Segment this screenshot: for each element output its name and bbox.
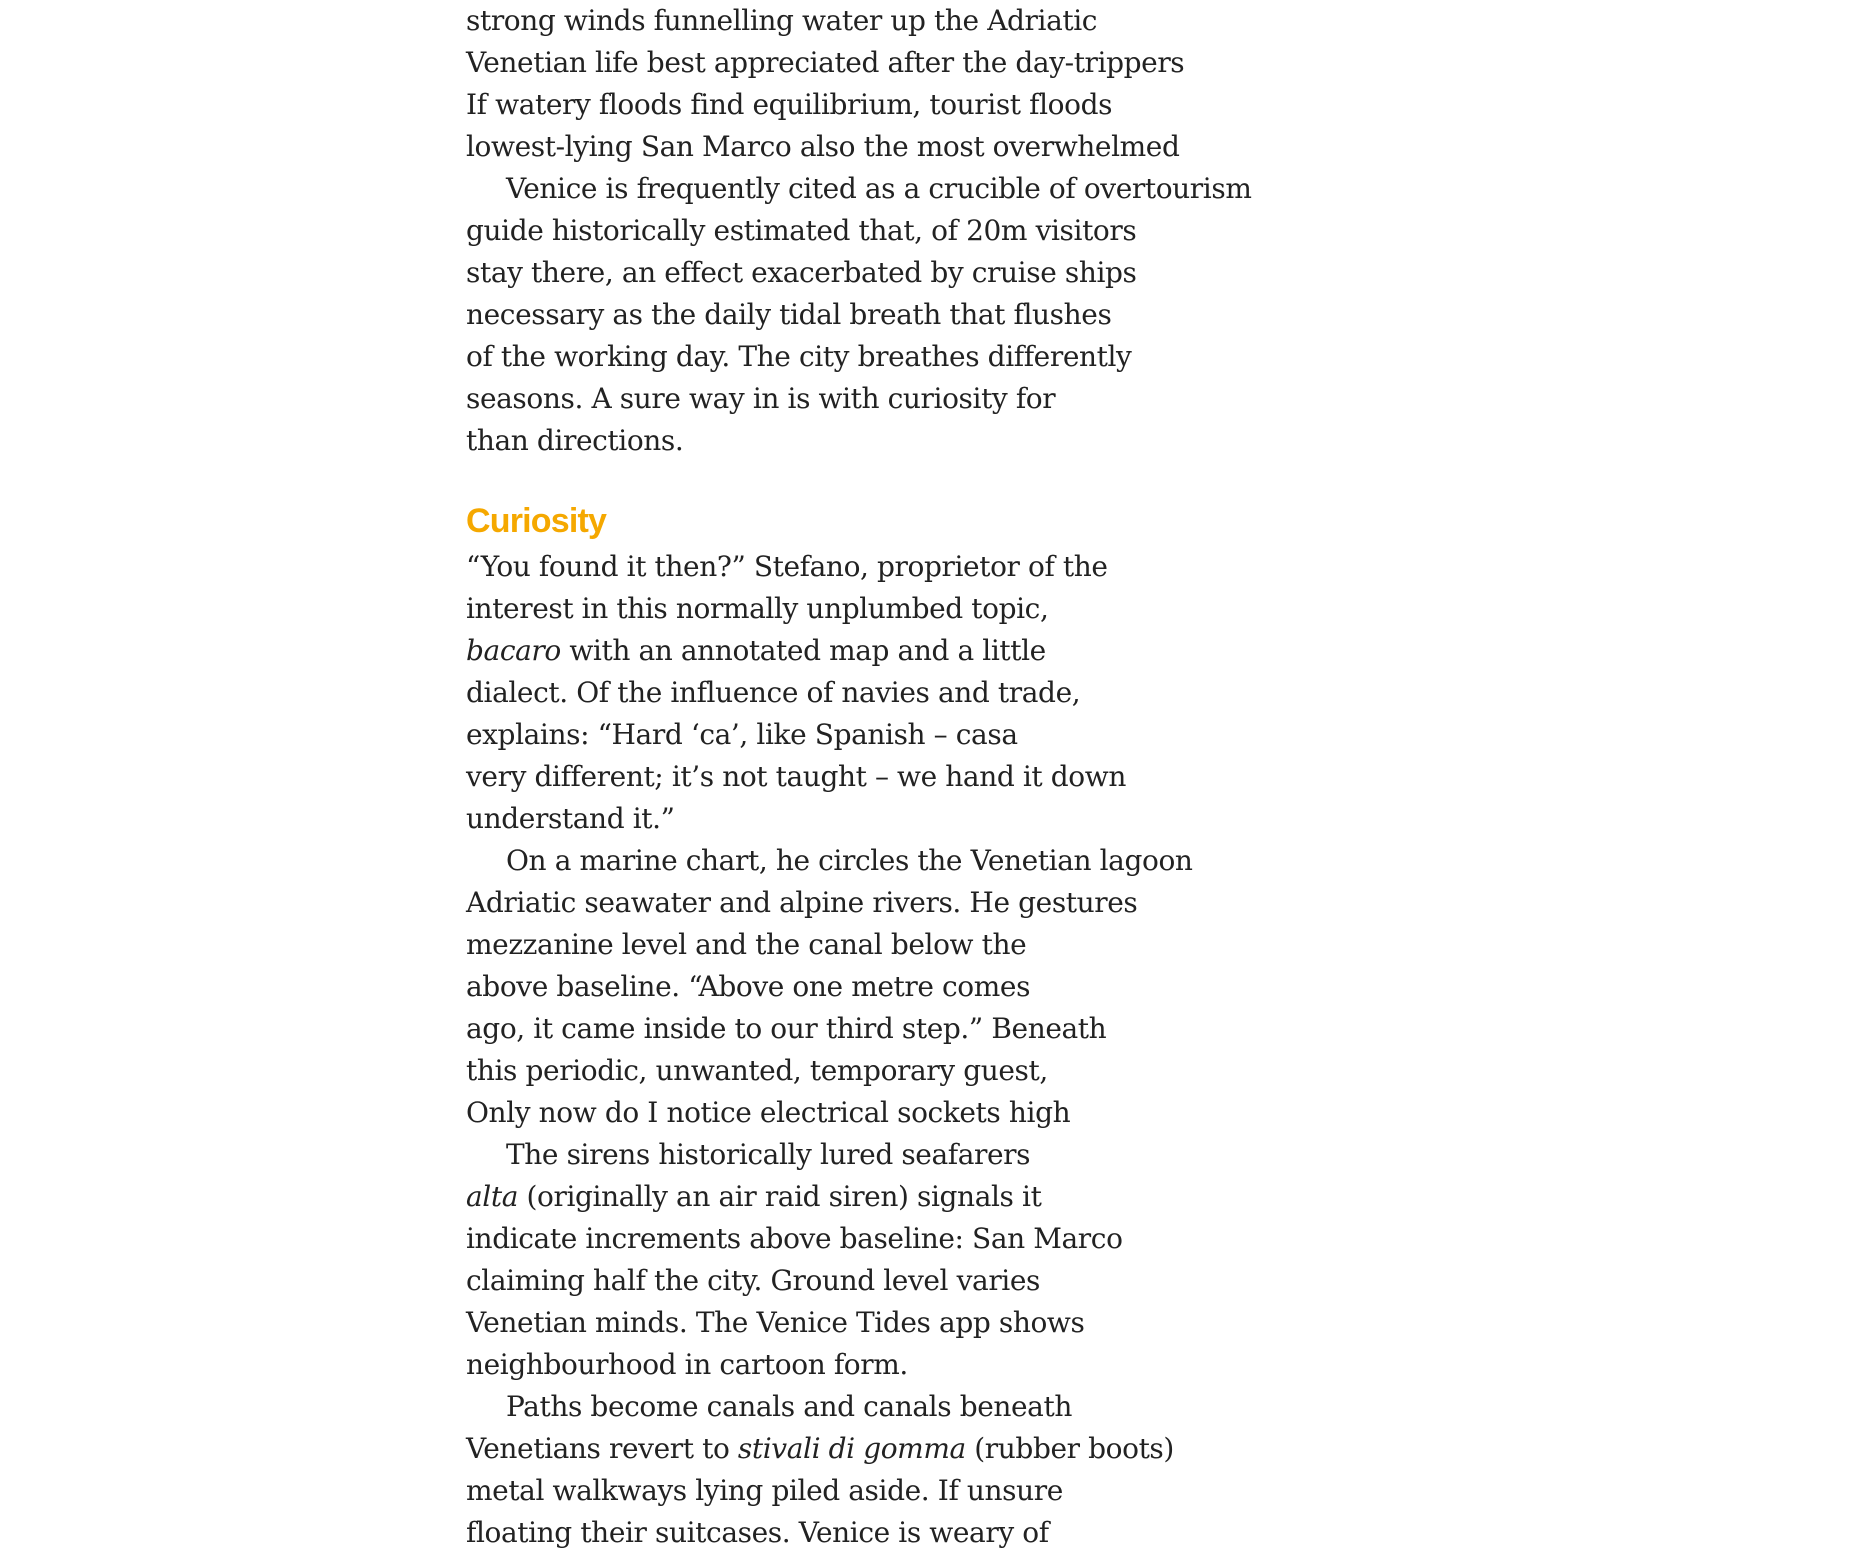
body-line: Adriatic seawater and alpine rivers. He gestures [466, 886, 1138, 919]
paragraph-start-line: On a marine chart, he circles the Venetian lagoon [506, 844, 1193, 877]
italic-term: alta [466, 1180, 518, 1213]
body-line: this periodic, unwanted, temporary guest, [466, 1054, 1048, 1087]
body-line [466, 1176, 1041, 1218]
section-heading: Curiosity [466, 502, 607, 540]
body-line: If watery floods find equilibrium, tourist floods [466, 88, 1113, 121]
body-line: seasons. A sure way in is with curiosity for [466, 382, 1056, 415]
paragraph-start-line: Venice is frequently cited as a crucible of overtourism [506, 172, 1252, 205]
body-line: Venetian life best appreciated after the day-trippers [466, 46, 1185, 79]
body-line: floating their suitcases. Venice is weary of [466, 1516, 1049, 1549]
body-text: with an annotated map and a little [560, 634, 1046, 667]
body-line: mezzanine level and the canal below the [466, 928, 1027, 961]
body-line: dialect. Of the influence of navies and trade, [466, 676, 1081, 709]
body-line: above baseline. “Above one metre comes [466, 970, 1031, 1003]
body-line: metal walkways lying piled aside. If unsure [466, 1474, 1063, 1507]
body-text: (rubber boots) [965, 1432, 1174, 1465]
body-line: stay there, an effect exacerbated by cruise ships [466, 256, 1137, 289]
body-line: “You found it then?” Stefano, proprietor of the [466, 550, 1108, 583]
paragraph-start-line: The sirens historically lured seafarers [506, 1138, 1031, 1171]
body-line: very different; it’s not taught – we hand it down [466, 760, 1126, 793]
body-line: Venetian minds. The Venice Tides app shows [466, 1306, 1085, 1339]
body-line: strong winds funnelling water up the Adriatic [466, 4, 1098, 37]
body-line: Only now do I notice electrical sockets high [466, 1096, 1071, 1129]
body-line: indicate increments above baseline: San Marco [466, 1222, 1123, 1255]
italic-term: bacaro [466, 634, 561, 667]
body-text: Venetians revert to [466, 1432, 738, 1465]
italic-term: stivali di gomma [737, 1432, 966, 1465]
body-line: ago, it came inside to our third step.” Beneath [466, 1012, 1107, 1045]
body-line [466, 1428, 1174, 1470]
body-line: understand it.” [466, 802, 675, 835]
body-line: neighbourhood in cartoon form. [466, 1348, 908, 1381]
body-line: interest in this normally unplumbed topic, [466, 592, 1049, 625]
paragraph-start-line: Paths become canals and canals beneath [506, 1390, 1072, 1423]
body-line: lowest-lying San Marco also the most overwhelmed [466, 130, 1180, 163]
body-line: explains: “Hard ‘ca’, like Spanish – casa [466, 718, 1018, 751]
body-line: than directions. [466, 424, 684, 457]
body-text: (originally an air raid siren) signals it [518, 1180, 1042, 1213]
body-line: claiming half the city. Ground level varies [466, 1264, 1040, 1297]
body-line: of the working day. The city breathes differently [466, 340, 1132, 373]
body-line: necessary as the daily tidal breath that flushes [466, 298, 1112, 331]
body-line [466, 630, 1046, 672]
body-line: guide historically estimated that, of 20m visitors [466, 214, 1137, 247]
